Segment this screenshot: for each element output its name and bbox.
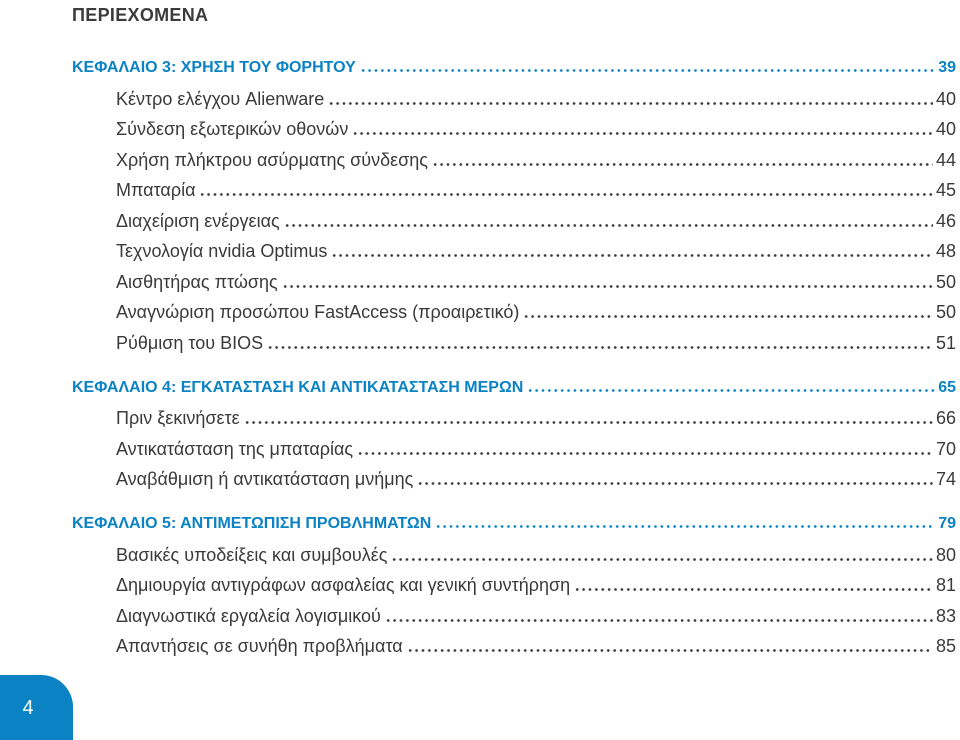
toc-entry[interactable]: [72, 570, 956, 601]
toc-entry[interactable]: [72, 403, 956, 434]
toc-entry-title: Χρήση πλήκτρου ασύρματης σύνδεσης: [116, 149, 428, 170]
toc-entry-page-number: 50: [935, 271, 956, 292]
toc-entry-title: Απαντήσεις σε συνήθη προβλήματα: [116, 636, 403, 656]
toc-entry-title: Αντικατάσταση της μπαταρίας: [116, 438, 354, 459]
table-of-contents: [72, 53, 956, 662]
toc-entry-page-number: 74: [935, 469, 956, 489]
toc-section-chapter-4: [72, 373, 956, 495]
toc-entry-title: Τεχνολογία nvidia Optimus: [116, 241, 328, 261]
toc-entry[interactable]: [72, 267, 956, 298]
toc-leader-dots: [385, 619, 933, 622]
toc-chapter-page-number: 79: [938, 515, 956, 532]
toc-leader-dots: [352, 132, 933, 135]
toc-section-chapter-5: [72, 509, 956, 662]
toc-leader-dots: [331, 254, 933, 257]
toc-entry-page-number: 51: [935, 332, 956, 353]
toc-entry[interactable]: [72, 175, 956, 206]
toc-entry-page-number: 83: [935, 605, 956, 626]
toc-leader-dots: [282, 285, 933, 288]
toc-entry[interactable]: [72, 236, 956, 267]
toc-leader-dots: [417, 482, 933, 485]
toc-leader-dots: [199, 193, 932, 196]
toc-leader-dots: [407, 649, 933, 652]
toc-entry[interactable]: [72, 601, 956, 632]
toc-entry[interactable]: [72, 297, 956, 328]
toc-entry[interactable]: [72, 631, 956, 662]
toc-chapter-title: ΚΕΦΑΛΑΙΟ 4: ΕΓΚΑΤΑΣΤΑΣΗ ΚΑΙ ΑΝΤΙΚΑΤΑΣΤΑΣΗ ΜΕΡΩΝ: [72, 378, 524, 396]
toc-entry-page-number: 45: [935, 180, 956, 200]
toc-entry-page-number: 46: [935, 210, 956, 231]
toc-entry-title: Βασικές υποδείξεις και συμβουλές: [116, 544, 388, 565]
toc-leader-dots: [244, 421, 933, 424]
toc-leader-dots: [284, 224, 933, 227]
toc-entry-page-number: 50: [935, 302, 956, 322]
toc-entry[interactable]: [72, 464, 956, 495]
toc-entry-page-number: 40: [935, 88, 956, 109]
toc-entry-title: Κέντρο ελέγχου Alienware: [116, 88, 325, 109]
toc-entry[interactable]: [72, 540, 956, 571]
toc-chapter-page-number: 65: [938, 378, 956, 396]
toc-entry-title: Αισθητήρας πτώσης: [116, 271, 278, 292]
toc-leader-dots: [328, 102, 933, 105]
toc-chapter-title: ΚΕΦΑΛΑΙΟ 5: ΑΝΤΙΜΕΤΩΠΙΣΗ ΠΡΟΒΛΗΜΑΤΩΝ: [72, 515, 432, 532]
toc-entry[interactable]: [72, 145, 956, 176]
toc-entry[interactable]: [72, 206, 956, 237]
toc-entry-title: Διαχείριση ενέργειας: [116, 210, 280, 231]
toc-entry[interactable]: [72, 328, 956, 359]
toc-entry-title: Πριν ξεκινήσετε: [116, 408, 240, 428]
toc-entry-page-number: 44: [935, 149, 956, 170]
toc-leader-dots: [357, 452, 933, 455]
toc-entry-page-number: 80: [935, 544, 956, 565]
toc-chapter-heading[interactable]: [72, 53, 956, 84]
toc-leader-dots: [527, 389, 935, 392]
page-number-tab: [0, 675, 73, 740]
toc-leader-dots: [391, 558, 933, 561]
toc-entry[interactable]: [72, 114, 956, 145]
toc-leader-dots: [435, 525, 935, 528]
toc-entry[interactable]: [72, 84, 956, 115]
toc-chapter-heading[interactable]: [72, 509, 956, 540]
toc-entry-page-number: 40: [935, 119, 956, 139]
toc-leader-dots: [574, 588, 933, 591]
toc-entry-page-number: 81: [935, 575, 956, 595]
toc-leader-dots: [267, 346, 933, 349]
toc-entry-page-number: 85: [935, 636, 956, 656]
toc-leader-dots: [432, 163, 933, 166]
toc-entry-page-number: 48: [935, 241, 956, 261]
toc-entry-title: Διαγνωστικά εργαλεία λογισμικού: [116, 605, 381, 626]
toc-entry-title: Σύνδεση εξωτερικών οθονών: [116, 119, 349, 139]
toc-entry-title: Αναγνώριση προσώπου FastAccess (προαιρετικό): [116, 302, 520, 322]
toc-leader-dots: [523, 315, 933, 318]
toc-entry-title: Δημιουργία αντιγράφων ασφαλείας και γενική συντήρηση: [116, 575, 571, 595]
toc-section-chapter-3: [72, 53, 956, 358]
page-title: ΠΕΡΙΕΧΟΜΕΝΑ: [72, 5, 209, 25]
toc-chapter-title: ΚΕΦΑΛΑΙΟ 3: ΧΡΗΣΗ ΤΟΥ ΦΟΡΗΤΟΥ: [72, 59, 356, 76]
page-number: 4: [22, 697, 34, 719]
toc-chapter-heading[interactable]: [72, 373, 956, 404]
toc-leader-dots: [360, 69, 935, 72]
toc-chapter-page-number: 39: [938, 59, 956, 76]
toc-entry[interactable]: [72, 434, 956, 465]
toc-entry-title: Μπαταρία: [116, 180, 196, 200]
toc-entry-page-number: 66: [935, 408, 956, 428]
toc-entry-page-number: 70: [935, 438, 956, 459]
toc-entry-title: Αναβάθμιση ή αντικατάσταση μνήμης: [116, 469, 414, 489]
toc-entry-title: Ρύθμιση του BIOS: [116, 332, 264, 353]
